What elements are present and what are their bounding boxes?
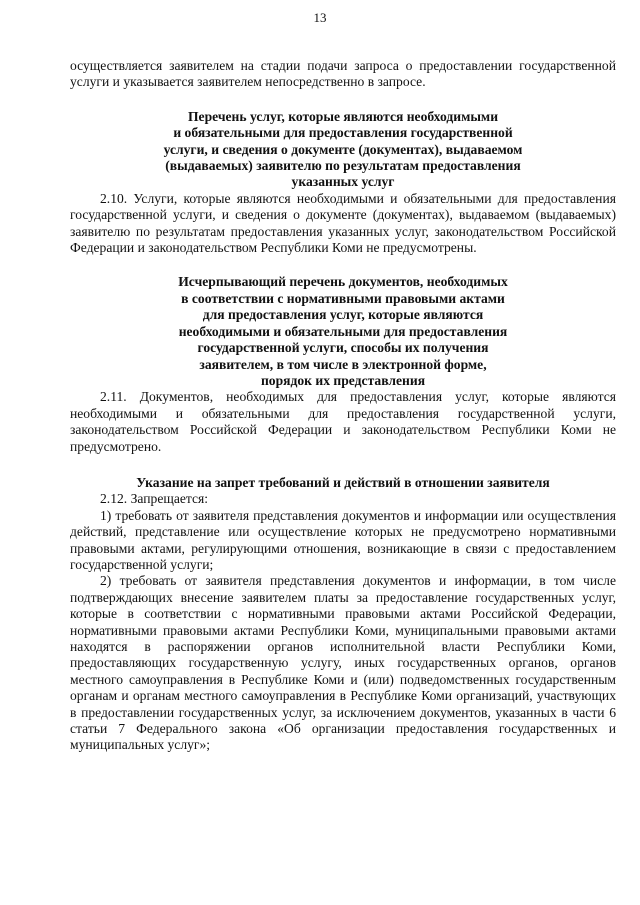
heading-line: указанных услуг [291,174,395,190]
paragraph-2-10: 2.10. Услуги, которые являются необходимыми и обязательными для предоставления государственной услуги, и сведения о документе (документах), выдаваемом (выдаваемых) заявителю по результатам предоставления указанных услуг, законодательством Российской Федерации и законодательством Республики Коми не предусмотрены. [70,190,616,256]
document-body [70,58,616,754]
section-2-heading [70,274,616,389]
heading-line: для предоставления услуг, которые являются [202,307,484,323]
heading-line: услуги, и сведения о документе (документах), выдаваемом [163,141,523,157]
heading-line: Исчерпывающий перечень документов, необходимых [178,274,508,290]
section-3-heading: Указание на запрет требований и действий в отношении заявителя [136,474,550,490]
heading-line: необходимыми и обязательными для предоставления [178,323,508,339]
continuation-paragraph: осуществляется заявителем на стадии подачи запроса о предоставлении государственной услуги и указывается заявителем непосредственно в запросе. [70,58,616,90]
heading-line: порядок их представления [260,372,426,388]
heading-line: в соответствии с нормативными правовыми актами [181,290,505,306]
paragraph-2-12-intro: 2.12. Запрещается: [100,491,209,507]
heading-line: государственной услуги, способы их получения [197,340,489,356]
paragraph-2-11: 2.11. Документов, необходимых для предоставления услуг, которые являются необходимыми и обязательными для предоставления государственной услуги, законодательством Российской Федерации и законодательством Республики Коми не предусмотрено. [70,389,616,454]
list-item-1: 1) требовать от заявителя представления документов и информации или осуществления действий, представление или осуществление которых не предусмотрено нормативными правовыми актами, регулирующими отношения, возникающие в связи с предоставлением государственной услуги; [70,507,616,572]
heading-line: Перечень услуг, которые являются необходимыми [187,108,499,124]
list-item-2: 2) требовать от заявителя представления документов и информации, в том числе подтверждающих внесение заявителем платы за предоставление государственных услуг, которые в соответствии с нормативными правовыми актами Российской Федерации, нормативными правовыми актами Республики Коми, муниципальными правовыми актами находятся в распоряжении органов исполнительной власти Республики Коми, предоставляющих государственную услугу, иных государственных органов, органов местного самоуправления в Республике Коми и (или) подведомственных государственным органам и органам местного самоуправления в Республике Коми организаций, участвующих в предоставлении государственных услуг, за исключением документов, указанных в части 6 статьи 7 Федерального закона «Об организации предоставления государственных и муниципальных услуг»; [70,573,616,753]
page-number: 13 [313,10,327,25]
heading-line: заявителем, в том числе в электронной форме, [199,356,487,372]
heading-line: и обязательными для предоставления государственной [173,125,513,141]
heading-line: (выдаваемых) заявителю по результатам предоставления [165,158,521,174]
section-1-heading [70,109,616,191]
